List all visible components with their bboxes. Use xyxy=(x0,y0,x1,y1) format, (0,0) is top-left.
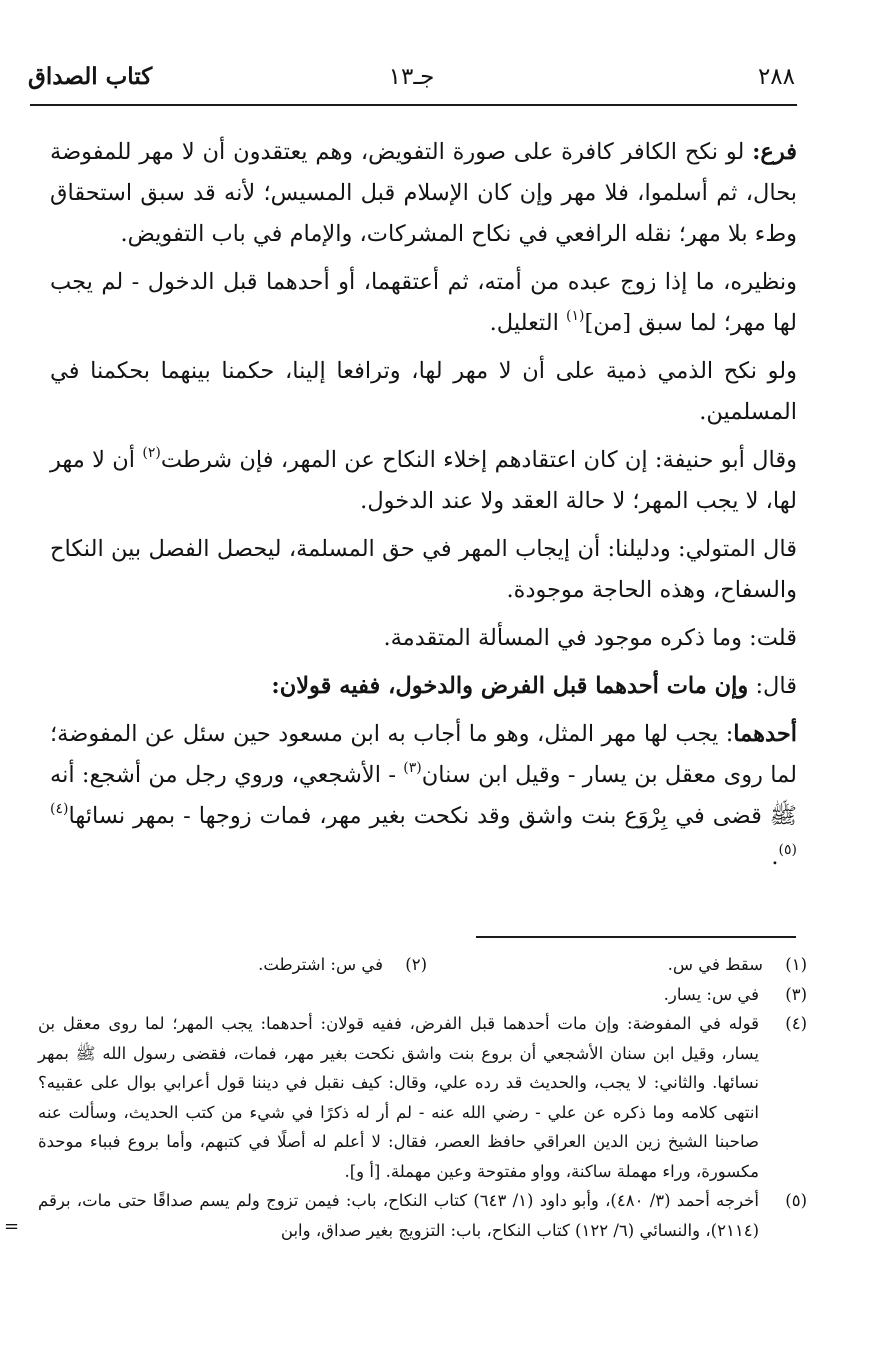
paragraph-4 xyxy=(50,440,797,522)
page-number: ٢٨٨ xyxy=(757,64,795,90)
paragraph-text: ونظيره، ما إذا زوج عبده من أمته، ثم أعتقهما، أو أحدهما قبل الدخول - لم يجب لها مهر؛ لما سبق [من] xyxy=(50,269,797,336)
volume-number: جـ١٣ xyxy=(388,64,435,90)
footnote-ref-1[interactable]: (١) xyxy=(565,308,585,324)
continuation-mark: = xyxy=(4,1215,20,1237)
book-title: كتاب الصداق xyxy=(28,63,153,90)
paragraph-text: قال المتولي: ودليلنا: أن إيجاب المهر في حق المسلمة، ليحصل الفصل بين النكاح والسفاح، وهذه الحاجة موجودة. xyxy=(50,536,797,603)
paragraph-text: قلت: وما ذكره موجود في المسألة المتقدمة. xyxy=(383,625,797,651)
footnote-number: (٢) xyxy=(405,955,427,974)
footnote-row xyxy=(38,950,807,980)
paragraph-2 xyxy=(50,262,797,344)
footnotes xyxy=(4,950,807,1245)
footnote-divider xyxy=(476,936,796,938)
footnote-ref-3[interactable]: (٣) xyxy=(403,760,422,776)
paragraph-text: ولو نكح الذمي ذمية على أن لا مهر لها، وترافعا إلينا، حكمنا بينهما بحكمنا في المسلمين. xyxy=(50,358,797,425)
paragraph-1 xyxy=(50,132,797,255)
paragraph-text: التعليل. xyxy=(489,310,566,336)
footnote-text: قوله في المفوضة: وإن مات أحدهما قبل الفرض، ففيه قولان: أحدهما: يجب المهر؛ لما روى معقل بن يسار، وقيل ابن سنان الأشجعي أن بروع بنت واشق نكحت بغير مهر، فمات، فقضى رسول الله ﷺ بمهر نسائها. والثاني: لا يجب، والحديث قد رده علي، وقال: كيف نقبل في ديننا قول أعرابي بوال على عقبيه؟ انتهى كلامه وما ذكره عن علي - رضي الله عنه - لم أر له ذكرًا في شيء من كتب الحديث، وسألت عنه صاحبنا الشيخ زين الدين العراقي حافظ العصر، فقال: لا أعلم له أصلًا في كتبهم، وأما بروع فبباء موحدة مكسورة، وراء مهملة ساكنة، وواو مفتوحة وعين مهملة. [أ و]. xyxy=(38,1014,759,1181)
paragraph-text: وقال أبو حنيفة: إن كان اعتقادهم إخلاء النكاح عن المهر، فإن شرطت xyxy=(160,447,797,473)
footnote-1 xyxy=(668,950,807,980)
paragraph-7 xyxy=(50,666,797,707)
header-divider xyxy=(30,104,797,106)
footnote-number: (٤) xyxy=(785,1014,807,1033)
footnote-3 xyxy=(38,980,807,1010)
main-text xyxy=(50,132,797,885)
paragraph-6 xyxy=(50,618,797,659)
paragraph-text: : يجب لها مهر المثل، وهو ما أجاب به ابن مسعود حين سئل عن المفوضة؛ لما روى معقل بن يسار - وقيل ابن سنان xyxy=(50,721,797,788)
paragraph-text: لو نكح الكافر كافرة على صورة التفويض، وهم يعتقدون أن لا مهر للمفوضة بحال، ثم أسلموا، فلا مهر وإن كان الإسلام قبل المسيس؛ لأنه قد سبق استحقاق وطء بلا مهر؛ نقله الرافعي في نكاح المشركات، والإمام في باب التفويض. xyxy=(50,139,797,247)
footnote-text: أخرجه أحمد (٣/ ٤٨٠)، وأبو داود (١/ ٦٤٣) كتاب النكاح، باب: فيمن تزوج ولم يسم صداقًا حتى مات، برقم (٢١١٤)، والنسائي (٦/ ١٢٢) كتاب النكاح، باب: التزويج بغير صداق، وابن xyxy=(38,1191,759,1240)
footnote-ref-4-5[interactable]: (٤)(٥) xyxy=(50,801,797,858)
footnote-text: في س: يسار. xyxy=(663,984,759,1004)
paragraph-3 xyxy=(50,351,797,433)
branch-label: فرع: xyxy=(752,139,797,165)
footnote-number: (١) xyxy=(785,955,807,974)
footnote-number: (٥) xyxy=(785,1191,807,1210)
footnote-number: (٣) xyxy=(785,984,807,1004)
first-opinion-label: أحدهما xyxy=(733,721,797,747)
footnote-text: في س: اشترطت. xyxy=(258,955,383,974)
running-header xyxy=(28,62,795,98)
paragraph-5 xyxy=(50,529,797,611)
matn-prefix: قال: xyxy=(748,673,797,699)
paragraph-text: . xyxy=(771,844,779,870)
footnote-text: سقط في س. xyxy=(667,955,763,974)
footnote-ref-2[interactable]: (٢) xyxy=(142,445,161,461)
footnote-2 xyxy=(258,950,427,980)
paragraph-text: - الأشجعي، وروي رجل من أشجع: أنه ﷺ قضى في بِرْوَع بنت واشق وقد نكحت بغير مهر، فمات زوجها - بمهر نسائها xyxy=(50,762,797,829)
paragraph-text: أن لا مهر لها، لا يجب المهر؛ لا حالة العقد ولا عند الدخول. xyxy=(50,447,797,514)
paragraph-8 xyxy=(50,714,797,878)
footnote-4 xyxy=(38,1009,807,1186)
matn-text: وإن مات أحدهما قبل الفرض والدخول، ففيه قولان: xyxy=(271,673,749,699)
footnote-5 xyxy=(4,1186,807,1245)
